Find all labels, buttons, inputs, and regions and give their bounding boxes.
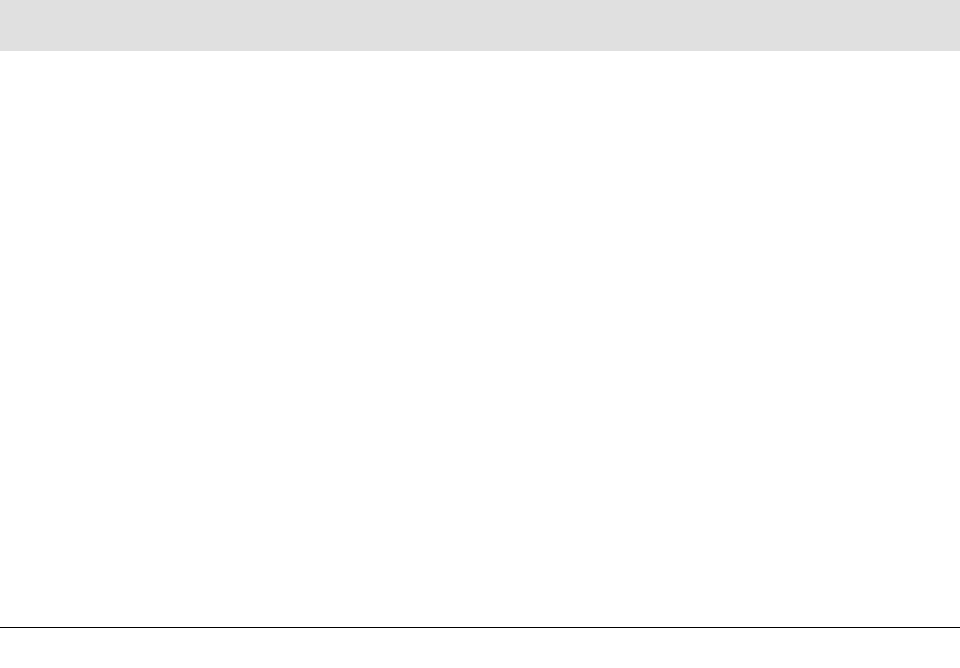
- footer-divider: [0, 627, 960, 628]
- page-header: [0, 0, 960, 51]
